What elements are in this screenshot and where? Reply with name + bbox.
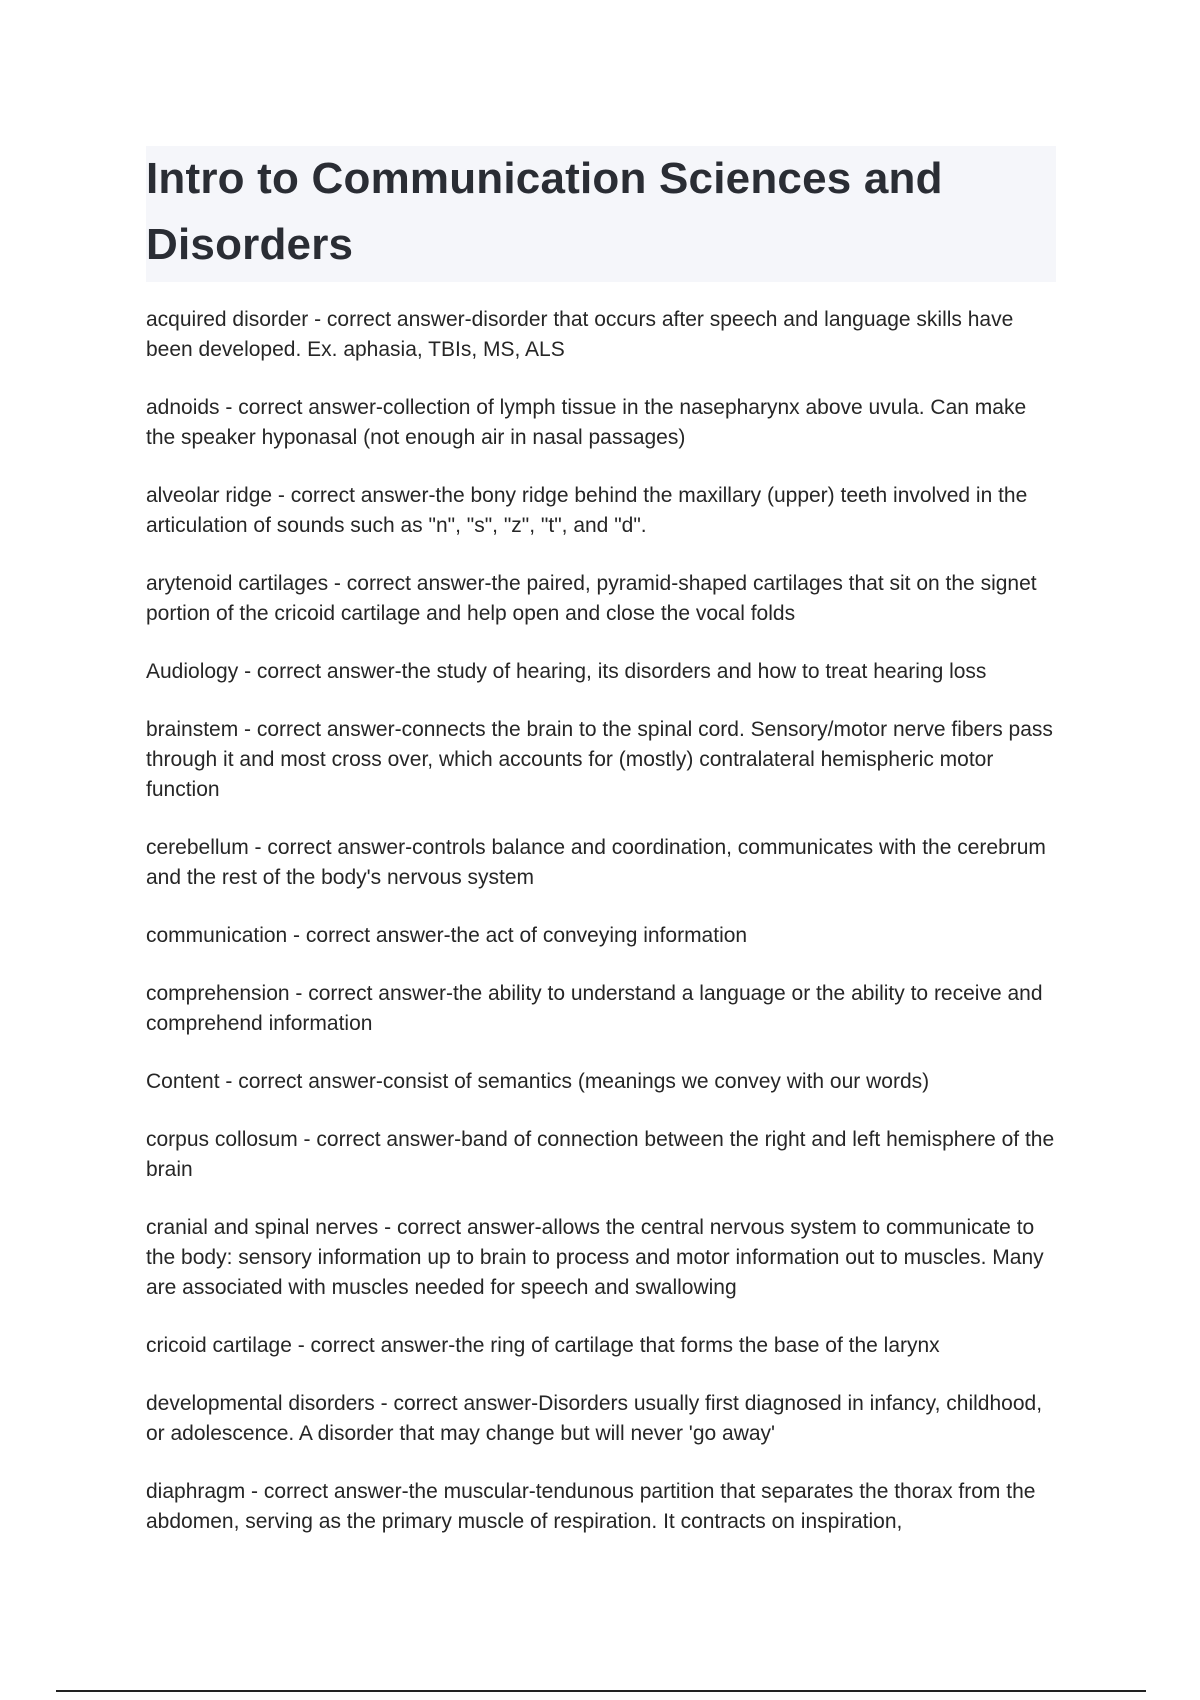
- glossary-entry: developmental disorders - correct answer-Disorders usually first diagnosed in infancy, childhood, or adolescence. A disorder that may change but will never 'go away': [146, 1392, 1043, 1445]
- glossary-entry: alveolar ridge - correct answer-the bony ridge behind the maxillary (upper) teeth involved in the articulation of sounds such as "n", "s", "z", "t", and "d".: [146, 484, 1028, 537]
- glossary-entry: Audiology - correct answer-the study of hearing, its disorders and how to treat hearing loss: [146, 660, 987, 683]
- glossary-entry: arytenoid cartilages - correct answer-the paired, pyramid-shaped cartilages that sit on the signet portion of the cricoid cartilage and help open and close the vocal folds: [146, 572, 1037, 625]
- glossary-entry: corpus collosum - correct answer-band of connection between the right and left hemisphere of the brain: [146, 1128, 1055, 1181]
- glossary-entry: cricoid cartilage - correct answer-the ring of cartilage that forms the base of the larynx: [146, 1334, 940, 1357]
- glossary-entry: adnoids - correct answer-collection of lymph tissue in the nasepharynx above uvula. Can make the speaker hyponasal (not enough air in nasal passages): [146, 396, 1027, 449]
- glossary-list: [146, 305, 1056, 1565]
- glossary-entry: diaphragm - correct answer-the muscular-tendunous partition that separates the thorax from the abdomen, serving as the primary muscle of respiration. It contracts on inspiration,: [146, 1480, 1036, 1533]
- glossary-entry: cranial and spinal nerves - correct answer-allows the central nervous system to communicate to the body: sensory information up to brain to process and motor information out to muscles. Many are associated with muscles needed for speech and swallowing: [146, 1216, 1044, 1299]
- glossary-entry: Content - correct answer-consist of semantics (meanings we convey with our words): [146, 1070, 930, 1093]
- page-title: Intro to Communication Sciences and Disorders: [146, 154, 943, 269]
- glossary-entry: comprehension - correct answer-the ability to understand a language or the ability to receive and comprehend information: [146, 982, 1043, 1035]
- title-banner: [146, 146, 1056, 282]
- page-footer-rule: [56, 1690, 1146, 1692]
- glossary-entry: cerebellum - correct answer-controls balance and coordination, communicates with the cerebrum and the rest of the body's nervous system: [146, 836, 1046, 889]
- glossary-entry: brainstem - correct answer-connects the brain to the spinal cord. Sensory/motor nerve fibers pass through it and most cross over, which accounts for (mostly) contralateral hemispheric motor function: [146, 718, 1053, 801]
- glossary-entry: communication - correct answer-the act of conveying information: [146, 924, 748, 947]
- glossary-entry: acquired disorder - correct answer-disorder that occurs after speech and language skills have been developed. Ex. aphasia, TBIs, MS, ALS: [146, 308, 1014, 361]
